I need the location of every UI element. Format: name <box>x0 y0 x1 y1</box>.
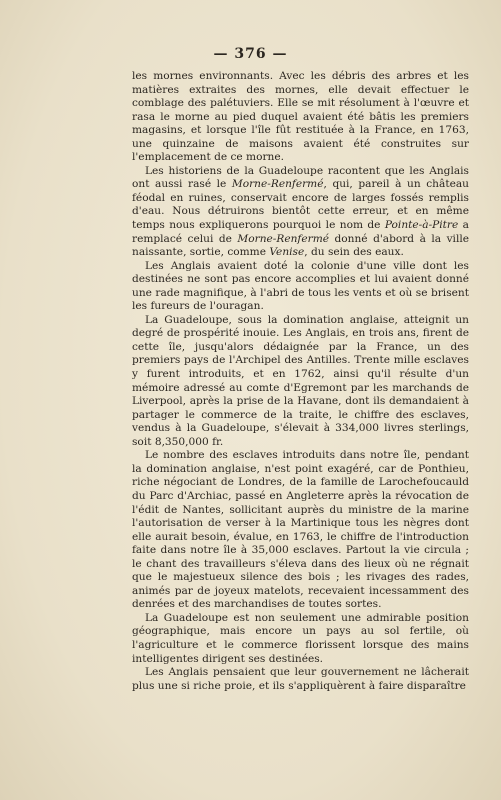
text-segment: , qui, pareil à un château féodal en ruines, conservait encore de larges fossés remplis d'eau. Nous détruirons bientôt cette erreur, et en même temps nous expliquerons pourquoi le nom de <box>132 178 469 232</box>
paragraph <box>132 449 469 612</box>
text-segment: donné d'abord à la ville naissante, sortie, comme <box>132 232 469 259</box>
text-segment: , du sein des eaux. <box>304 246 404 259</box>
text-segment: les mornes environnants. Avec les débris des arbres et les matières extraites des mornes, elle devait effectuer le comblage des palétuviers. Elle se mit résolument à l'œuvre et rasa le morne au pied duquel avaient été bâtis les premiers magasins, et lorsque l'île fût restituée à la France, en 1763, une quinzaine de maisons avaient été construites sur l'emplacement de ce morne. <box>132 70 469 164</box>
italic-text: Morne-Renfermé <box>231 178 324 191</box>
paragraph <box>132 314 469 449</box>
paragraph <box>132 165 469 260</box>
text-segment: La Guadeloupe, sous la domination anglaise, atteignit un degré de prospérité inouie. Les Anglais, en trois ans, firent de cette île, jusqu'alors dédaignée par la France, un des premiers pays de l'Archipel des Antilles. Trente mille esclaves y furent introduits, et en 1762, ainsi qu'il résulte d'un mémoire adressé au comte d'Egremont par les marchands de Liverpool, après la prise de la Havane, dont ils demandaient à partager le commerce de la traite, le chiffre des esclaves, vendus à la Guadeloupe, s'élevait à 334,000 livres sterlings, soit 8,350,000 fr. <box>132 313 469 448</box>
text-segment: a remplacé celui de <box>132 219 469 245</box>
paragraph <box>132 70 469 165</box>
paragraph <box>132 260 469 314</box>
paragraph <box>132 666 469 693</box>
italic-text: Morne-Renfermé <box>237 232 330 245</box>
page-number: — 376 — <box>213 46 288 62</box>
text-segment: Les Anglais pensaient que leur gouvernement ne lâcherait plus une si riche proie, et ils s'appliquèrent à faire disparaître <box>132 666 469 692</box>
paragraph <box>132 612 469 666</box>
italic-text: Pointe-à-Pitre <box>384 219 459 232</box>
text-segment: Les Anglais avaient doté la colonie d'une ville dont les destinées ne sont pas encore accomplies et lui avaient donné une rade magnifique, à l'abri de tous les vents et où se brisent les fureurs de l'ouragan. <box>132 259 469 313</box>
italic-text: Venise <box>269 246 305 259</box>
text-segment: Le nombre des esclaves introduits dans notre île, pendant la domination anglaise, n'est point exagéré, car de Ponthieu, riche négociant de Londres, de la famille de Larochefoucauld du Parc d'Archiac, passé en Angleterre après la révocation de l'édit de Nantes, sollicitant auprès du ministre de la marine l'autorisation de verser à la Martinique tous les nègres dont elle aurait besoin, évalue, en 1763, le chiffre de l'introduction faite dans notre île à 35,000 esclaves. Partout la vie circula ; le chant des travailleurs s'éleva dans des lieux où ne régnait que le majestueux silence des bois ; les rivages des rades, animés par de joyeux matelots, recevaient incessamment des denrées et des marchandises de toutes sortes. <box>132 449 469 611</box>
body-text <box>132 70 469 693</box>
text-segment: La Guadeloupe est non seulement une admirable position géographique, mais encore un pays au sol fertile, où l'agriculture et le commerce florissent lorsque des mains intelligentes dirigent ses destinées. <box>132 611 469 665</box>
text-segment: Les historiens de la Guadeloupe racontent que les Anglais ont aussi rasé le <box>132 164 469 191</box>
